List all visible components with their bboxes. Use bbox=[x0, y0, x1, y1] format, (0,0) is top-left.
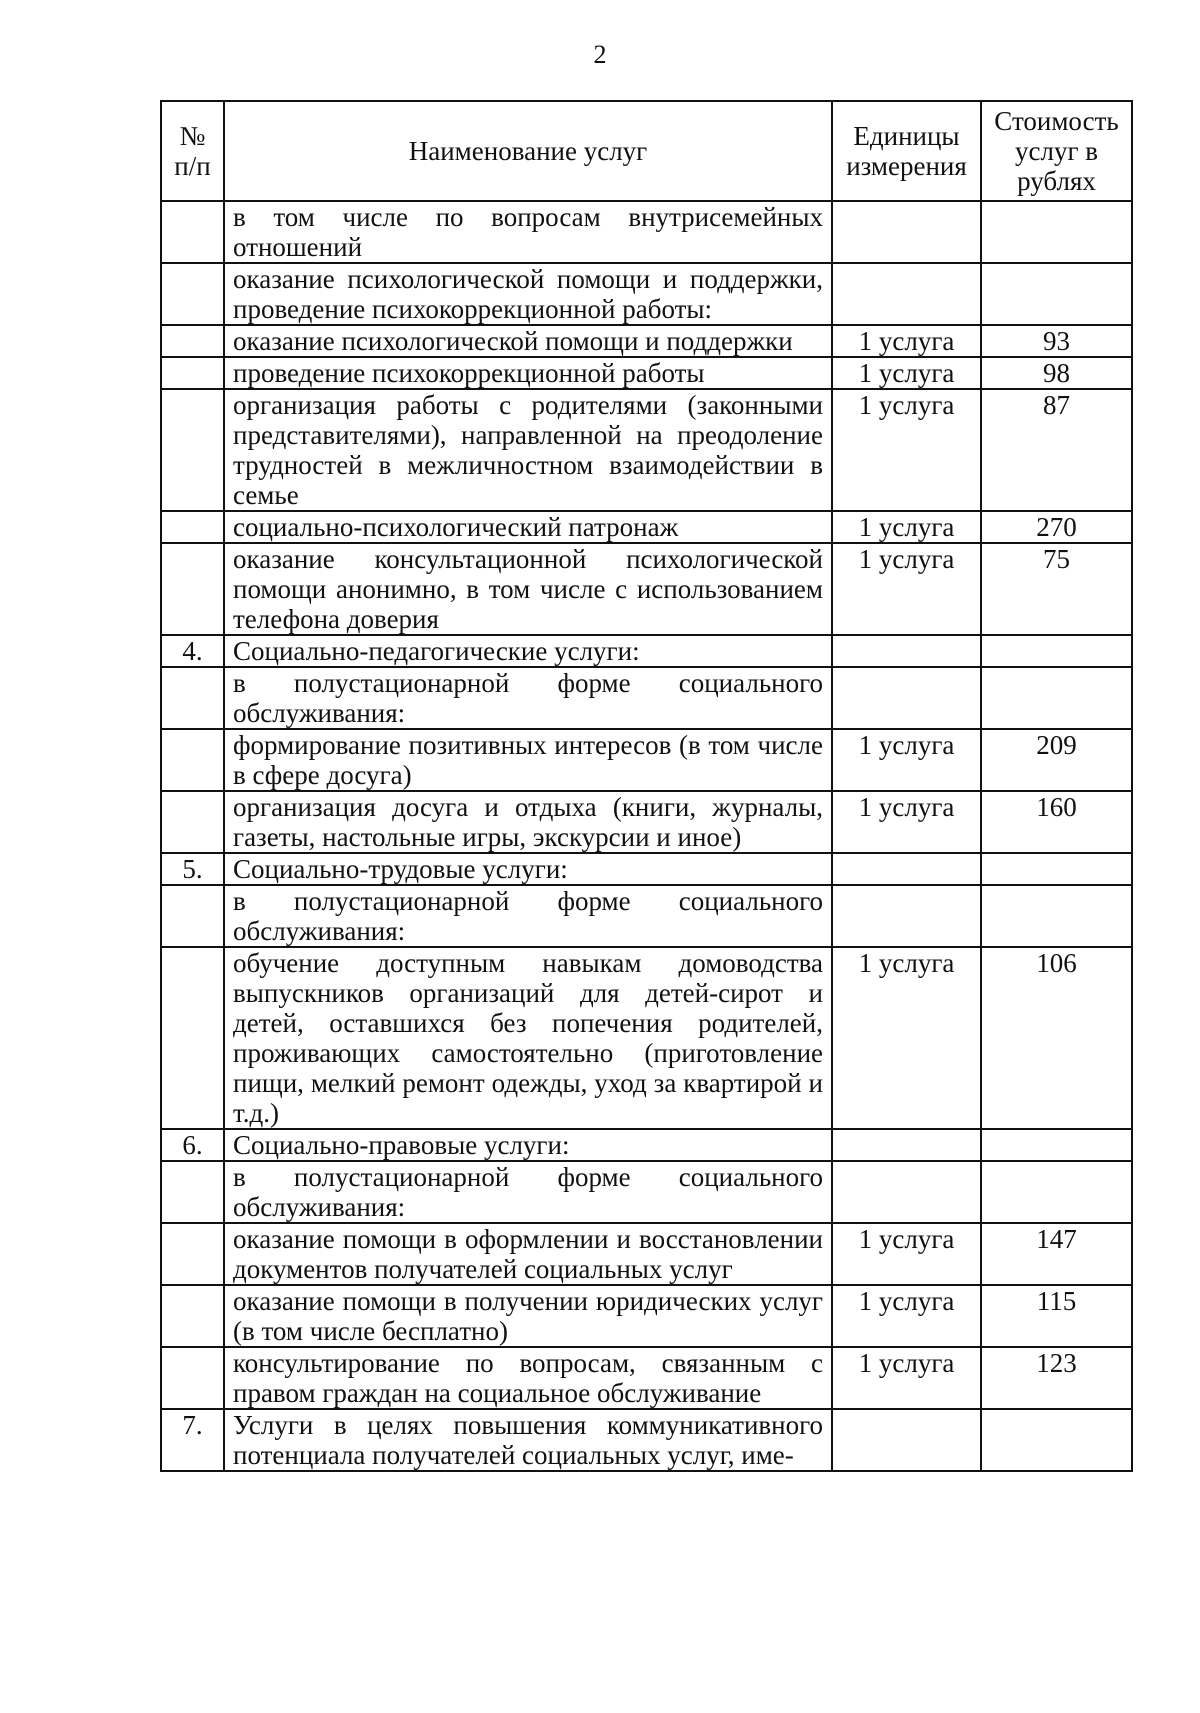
table-row bbox=[161, 1285, 1132, 1347]
service-cost bbox=[981, 885, 1132, 947]
service-cost: 106 bbox=[981, 947, 1132, 1129]
page-number: 2 bbox=[593, 40, 607, 69]
service-name: в том числе по вопросам внутрисемейных отношений bbox=[224, 201, 832, 263]
table-row bbox=[161, 791, 1132, 853]
service-unit bbox=[832, 853, 981, 885]
service-cost: 123 bbox=[981, 1347, 1132, 1409]
services-table bbox=[160, 100, 1133, 1472]
service-cost: 270 bbox=[981, 511, 1132, 543]
table-row bbox=[161, 667, 1132, 729]
service-cost: 160 bbox=[981, 791, 1132, 853]
service-unit bbox=[832, 1161, 981, 1223]
row-number bbox=[161, 1347, 224, 1409]
service-unit bbox=[832, 201, 981, 263]
service-cost: 209 bbox=[981, 729, 1132, 791]
service-name: проведение психокоррекционной работы bbox=[224, 357, 832, 389]
table-row bbox=[161, 1161, 1132, 1223]
row-number bbox=[161, 263, 224, 325]
service-cost: 87 bbox=[981, 389, 1132, 511]
service-cost: 75 bbox=[981, 543, 1132, 635]
service-unit: 1 услуга bbox=[832, 511, 981, 543]
service-unit bbox=[832, 635, 981, 667]
service-name: оказание консультационной психологической помощи анонимно, в том числе с использованием телефона доверия bbox=[224, 543, 832, 635]
header-name: Наименование услуг bbox=[224, 101, 832, 201]
service-unit: 1 услуга bbox=[832, 543, 981, 635]
service-name: социально-психологический патронаж bbox=[224, 511, 832, 543]
table-row bbox=[161, 885, 1132, 947]
service-cost bbox=[981, 1409, 1132, 1471]
service-name: в полустационарной форме социального обслуживания: bbox=[224, 885, 832, 947]
row-number bbox=[161, 729, 224, 791]
table-header-row bbox=[161, 101, 1132, 201]
row-number bbox=[161, 511, 224, 543]
service-unit: 1 услуга bbox=[832, 1223, 981, 1285]
service-cost: 115 bbox=[981, 1285, 1132, 1347]
service-cost bbox=[981, 635, 1132, 667]
table-row bbox=[161, 1129, 1132, 1161]
table-row bbox=[161, 357, 1132, 389]
service-name: в полустационарной форме социального обслуживания: bbox=[224, 667, 832, 729]
service-name: формирование позитивных интересов (в том числе в сфере досуга) bbox=[224, 729, 832, 791]
service-cost: 93 bbox=[981, 325, 1132, 357]
row-number: 5. bbox=[161, 853, 224, 885]
row-number: 7. bbox=[161, 1409, 224, 1471]
service-unit: 1 услуга bbox=[832, 1285, 981, 1347]
service-name: оказание психологической помощи и поддержки, проведение психокоррекционной работы: bbox=[224, 263, 832, 325]
service-cost bbox=[981, 667, 1132, 729]
service-name: оказание помощи в получении юридических услуг (в том числе бесплатно) bbox=[224, 1285, 832, 1347]
table-row bbox=[161, 947, 1132, 1129]
service-cost bbox=[981, 263, 1132, 325]
table-row bbox=[161, 389, 1132, 511]
row-number bbox=[161, 947, 224, 1129]
service-unit bbox=[832, 1409, 981, 1471]
row-number bbox=[161, 357, 224, 389]
service-name: Социально-трудовые услуги: bbox=[224, 853, 832, 885]
service-cost bbox=[981, 1161, 1132, 1223]
service-unit: 1 услуга bbox=[832, 389, 981, 511]
service-name: оказание помощи в оформлении и восстановлении документов получателей социальных услуг bbox=[224, 1223, 832, 1285]
table-row bbox=[161, 635, 1132, 667]
header-num: № п/п bbox=[161, 101, 224, 201]
service-name: организация досуга и отдыха (книги, журналы, газеты, настольные игры, экскурсии и иное) bbox=[224, 791, 832, 853]
service-name: обучение доступным навыкам домоводства выпускников организаций для детей-сирот и детей, оставшихся без попечения родителей, проживающих самостоятельно (приготовление пищи, мелкий ремонт одежды, уход за квартирой и т.д.) bbox=[224, 947, 832, 1129]
header-unit: Единицы измерения bbox=[832, 101, 981, 201]
row-number bbox=[161, 667, 224, 729]
service-unit: 1 услуга bbox=[832, 325, 981, 357]
table-row bbox=[161, 543, 1132, 635]
service-name: консультирование по вопросам, связанным с правом граждан на социальное обслуживание bbox=[224, 1347, 832, 1409]
service-name: в полустационарной форме социального обслуживания: bbox=[224, 1161, 832, 1223]
table-row bbox=[161, 1347, 1132, 1409]
service-unit: 1 услуга bbox=[832, 791, 981, 853]
table-row bbox=[161, 1409, 1132, 1471]
service-cost bbox=[981, 201, 1132, 263]
service-name: Социально-педагогические услуги: bbox=[224, 635, 832, 667]
row-number bbox=[161, 1161, 224, 1223]
table-row bbox=[161, 853, 1132, 885]
service-unit bbox=[832, 667, 981, 729]
service-unit: 1 услуга bbox=[832, 729, 981, 791]
service-unit: 1 услуга bbox=[832, 1347, 981, 1409]
table-row bbox=[161, 511, 1132, 543]
service-unit bbox=[832, 1129, 981, 1161]
service-cost: 98 bbox=[981, 357, 1132, 389]
service-name: Социально-правовые услуги: bbox=[224, 1129, 832, 1161]
service-name: организация работы с родителями (законными представителями), направленной на преодоление трудностей в межличностном взаимодействии в семье bbox=[224, 389, 832, 511]
service-unit: 1 услуга bbox=[832, 947, 981, 1129]
row-number: 4. bbox=[161, 635, 224, 667]
row-number bbox=[161, 201, 224, 263]
row-number bbox=[161, 1223, 224, 1285]
service-cost: 147 bbox=[981, 1223, 1132, 1285]
table-row bbox=[161, 201, 1132, 263]
table-row bbox=[161, 325, 1132, 357]
table-row bbox=[161, 1223, 1132, 1285]
table-row bbox=[161, 729, 1132, 791]
row-number: 6. bbox=[161, 1129, 224, 1161]
row-number bbox=[161, 885, 224, 947]
table-row bbox=[161, 263, 1132, 325]
service-name: Услуги в целях повышения коммуникативного потенциала получателей социальных услуг, име- bbox=[224, 1409, 832, 1471]
service-unit bbox=[832, 885, 981, 947]
row-number bbox=[161, 325, 224, 357]
service-cost bbox=[981, 1129, 1132, 1161]
service-name: оказание психологической помощи и поддержки bbox=[224, 325, 832, 357]
row-number bbox=[161, 791, 224, 853]
service-unit: 1 услуга bbox=[832, 357, 981, 389]
header-cost: Стоимость услуг в рублях bbox=[981, 101, 1132, 201]
table-body bbox=[161, 201, 1132, 1471]
row-number bbox=[161, 1285, 224, 1347]
service-unit bbox=[832, 263, 981, 325]
row-number bbox=[161, 389, 224, 511]
service-cost bbox=[981, 853, 1132, 885]
row-number bbox=[161, 543, 224, 635]
